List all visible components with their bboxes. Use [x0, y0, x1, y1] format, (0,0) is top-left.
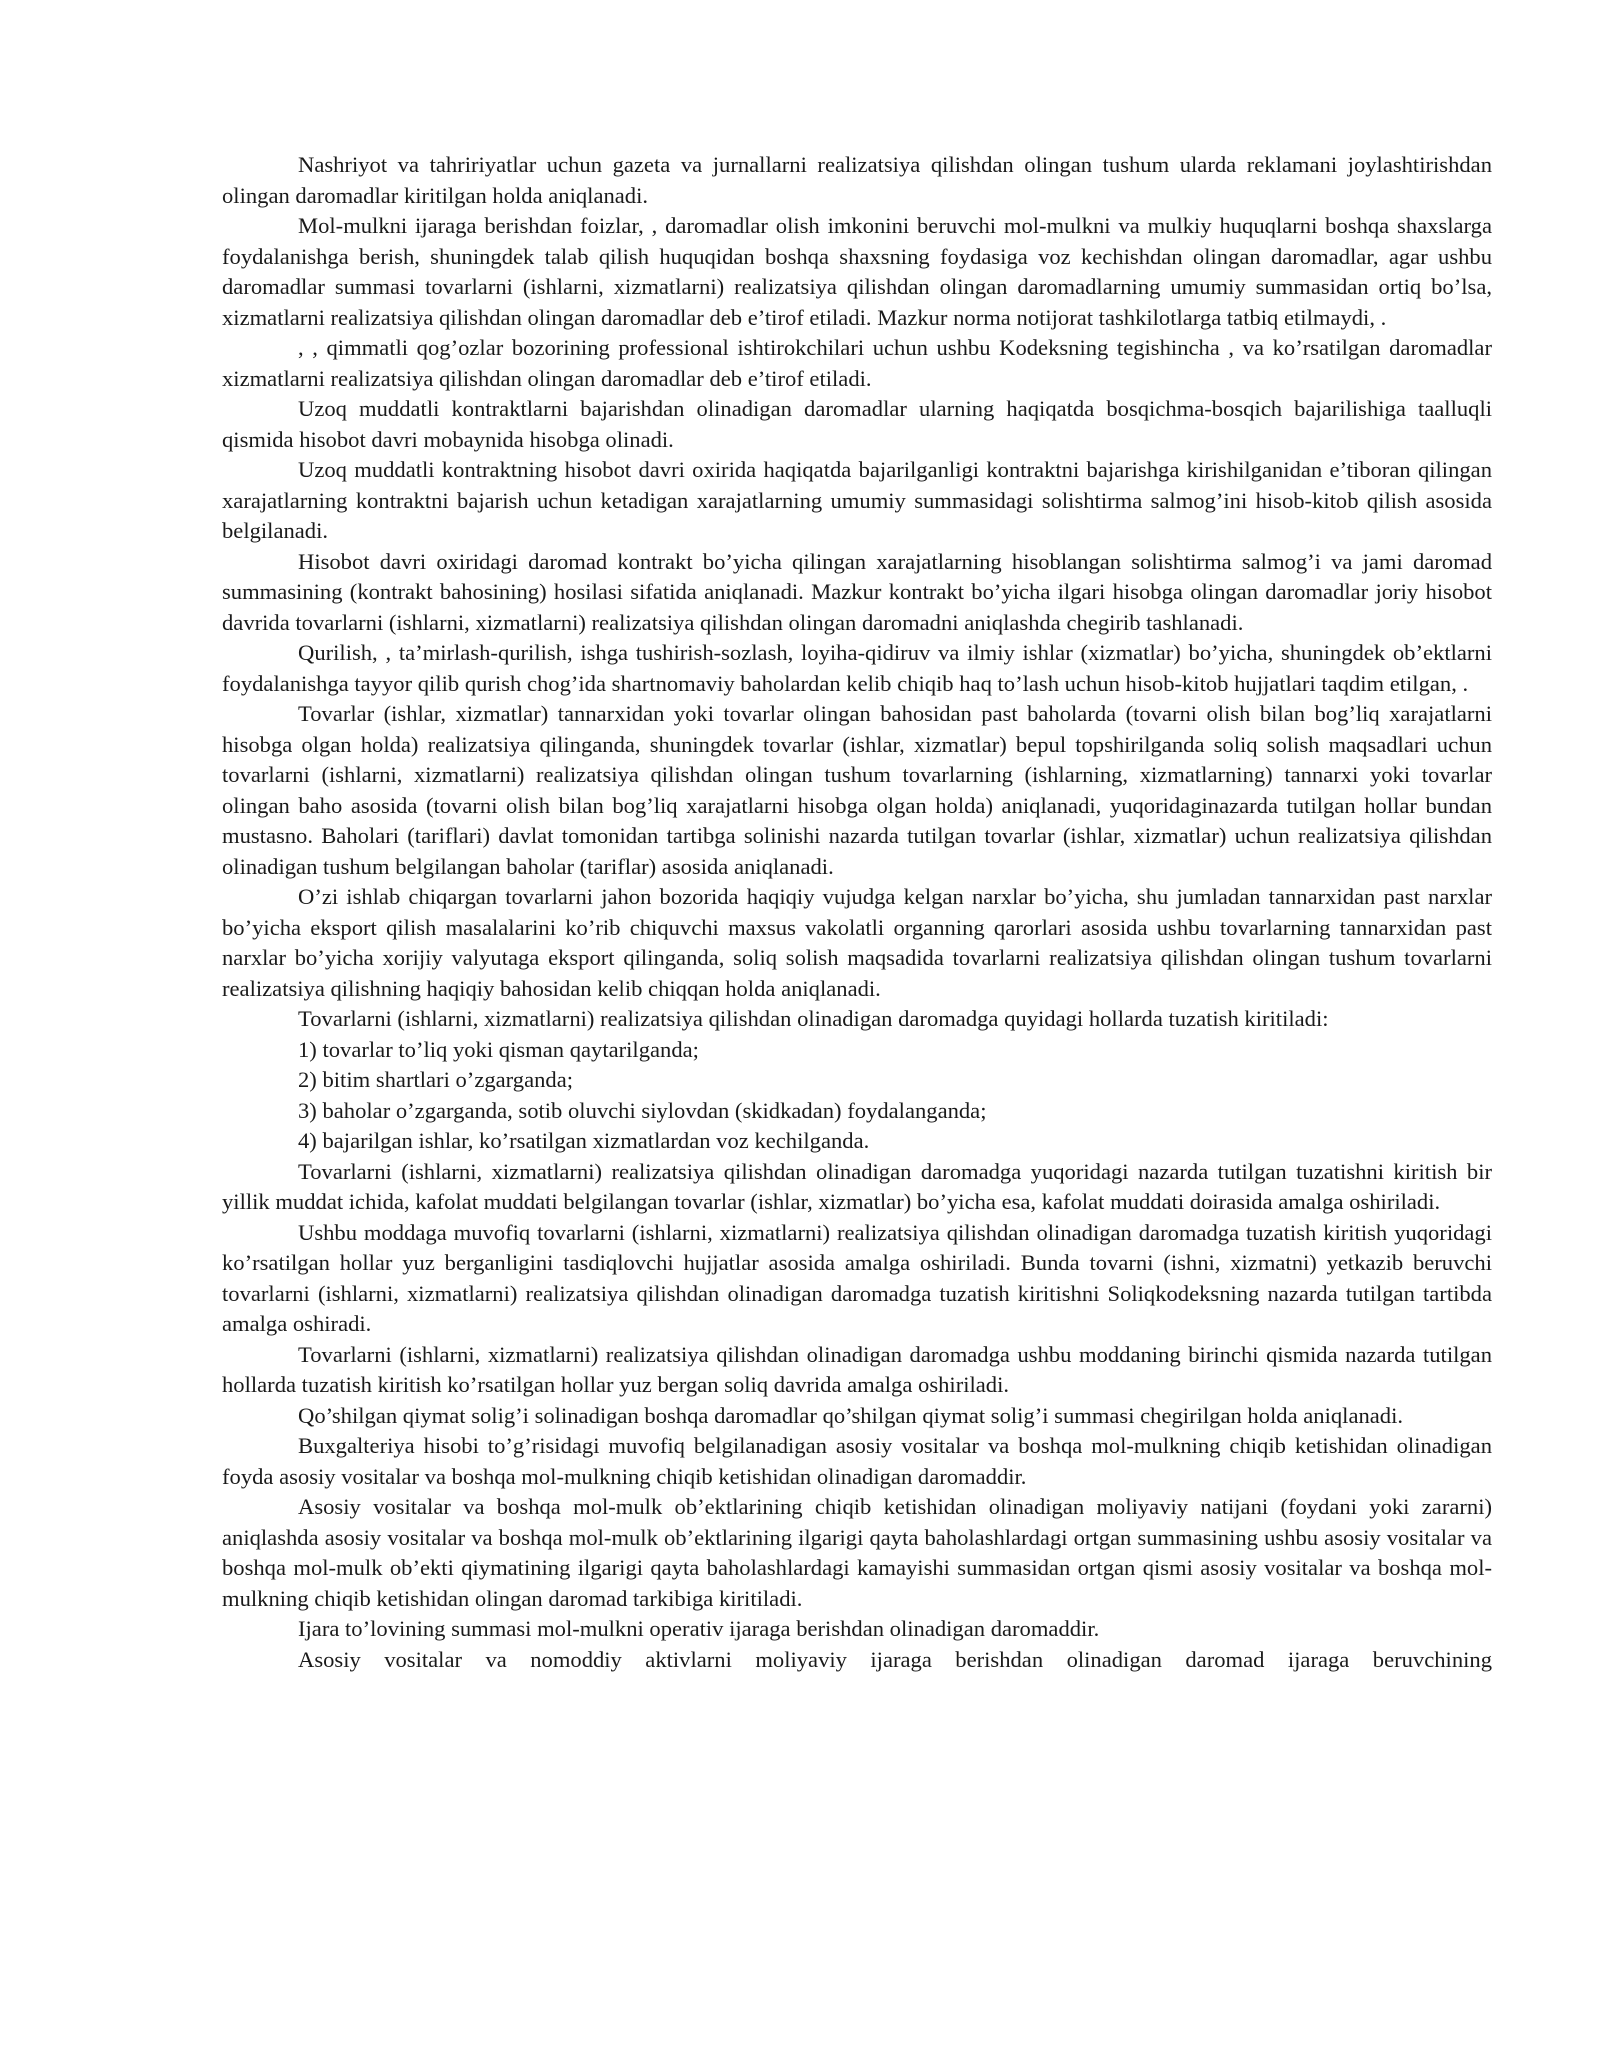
paragraph-contract-completion: Uzoq muddatli kontraktning hisobot davri oxirida haqiqatda bajarilganligi kontraktni bajarishga kirishilganidan e’tiboran qilingan xarajatlarning kontraktni bajarish uchun ketadigan xarajatlarning umumiy summasidagi solishtirma salmog’ini hisob-kitob qilish asosida belgilanadi. — [222, 457, 1492, 543]
list-item-3: 3) baholar o’zgarganda, sotib oluvchi siylovdan (skidkadan) foydalanganda; — [298, 1097, 987, 1123]
paragraph-adjustment-intro: Tovarlarni (ishlarni, xizmatlarni) realizatsiya qilishdan olinadigan daromadga quyidagi hollarda tuzatish kiritiladi: — [298, 1006, 1329, 1031]
paragraph-long-term-contracts: Uzoq muddatli kontraktlarni bajarishdan olinadigan daromadlar ularning haqiqatda bosqichma-bosqich bajarilishiga taalluqli qismida hisobot davri mobaynida hisobga olinadi. — [222, 396, 1492, 452]
paragraph-vat: Qo’shilgan qiymat solig’i solinadigan boshqa daromadlar qo’shilgan qiymat solig’i summasi chegirilgan holda aniqlanadi. — [298, 1402, 1404, 1428]
paragraph-period-end-income: Hisobot davri oxiridagi daromad kontrakt bo’yicha qilingan xarajatlarning hisoblangan solishtirma salmog’i va jami daromad summasining (kontrakt bahosining) hosilasi sifatida aniqlanadi. Mazkur kontrakt bo’yicha ilgari hisobga olingan daromadlar joriy hisobot davrida tovarlarni (ishlarni, xizmatlarni) realizatsiya qilishdan olingan daromadni aniqlashda chegirib tashlanadi. — [222, 548, 1492, 635]
list-item-4: 4) bajarilgan ishlar, ko’rsatilgan xizmatlardan voz kechilganda. — [298, 1128, 870, 1153]
paragraph-adjustment-period: Tovarlarni (ishlarni, xizmatlarni) realizatsiya qilishdan olinadigan daromadga yuqoridagi nazarda tutilgan tuzatishni kiritish bir yillik muddat ichida, kafolat muddati belgilangan tovarlar (ishlar, xizmatlar) bo’yicha esa, kafolat muddati doirasida amalga oshiriladi. — [222, 1158, 1492, 1214]
list-item-1: 1) tovarlar to’liq yoki qisman qaytarilganda; — [298, 1036, 699, 1062]
paragraph-adjustment-documents: Ushbu moddaga muvofiq tovarlarni (ishlarni, xizmatlarni) realizatsiya qilishdan olinadigan daromadga tuzatish kiritish yuqoridagi ko’rsatilgan hollar yuz berganligini tasdiqlovchi hujjatlar asosida amalga oshiriladi. Bunda tovarni (ishni, xizmatni) yetkazib beruvchi tovarlarni (ishlarni, xizmatlarni) realizatsiya qilishdan olinadigan daromadga tuzatish kiritishni Soliqkodeksning nazarda tutilgan tartibda amalga oshiradi. — [222, 1219, 1492, 1336]
paragraph-financial-lease: Asosiy vositalar va nomoddiy aktivlarni moliyaviy ijaraga berishdan olinadigan daromad ijaraga beruvchining — [298, 1646, 1492, 1672]
paragraph-adjustment-tax-period: Tovarlarni (ishlarni, xizmatlarni) realizatsiya qilishdan olinadigan daromadga ushbu moddaning birinchi qismida nazarda tutilgan hollarda tuzatish kiritish ko’rsatilgan hollar yuz bergan soliq davrida amalga oshiriladi. — [222, 1341, 1492, 1397]
paragraph-accounting: Buxgalteriya hisobi to’g’risidagi muvofiq belgilanadigan asosiy vositalar va boshqa mol-mulkning chiqib ketishidan olinadigan foyda asosiy vositalar va boshqa mol-mulkning chiqib ketishidan olinadigan daromaddir. — [222, 1433, 1492, 1489]
paragraph-newspaper-revenue: Nashriyot va tahririyatlar uchun gazeta va jurnallarni realizatsiya qilishdan olingan tushum ularda reklamani joylashtirishdan olingan daromadlar kiritilgan holda aniqlanadi. — [222, 152, 1492, 208]
paragraph-below-cost-sales: Tovarlar (ishlar, xizmatlar) tannarxidan yoki tovarlar olingan bahosidan past baholarda (tovarni olish bilan bog’liq xarajatlarni hisobga olgan holda) realizatsiya qilinganda, shuningdek tovarlar (ishlar, xizmatlar) bepul topshirilganda soliq solish maqsadlari uchun tovarlarni (ishlarni, xizmatlarni) realizatsiya qilishdan olingan tushum tovarlarning (ishlarning, xizmatlarning) tannarxi yoki tovarlar olingan baho asosida (tovarni olish bilan bog’liq xarajatlarni hisobga olgan holda) aniqlanadi, yuqoridaginazarda tutilgan hollar bundan mustasno. Baholari (tariflari) davlat tomonidan tartibga solinishi nazarda tutilgan tovarlar (ishlar, xizmatlar) uchun realizatsiya qilishdan olinadigan tushum belgilangan baholar (tariflar) asosida aniqlanadi. — [222, 701, 1492, 879]
paragraph-property-lease: Mol-mulkni ijaraga berishdan foizlar, , daromadlar olish imkonini beruvchi mol-mulkni va mulkiy huquqlarni boshqa shaxslarga foydalanishga berish, shuningdek talab qilish huquqidan boshqa shaxsning foydasiga voz kechishdan olingan daromadlar, agar ushbu daromadlar summasi tovarlarni (ishlarni, xizmatlarni) realizatsiya qilishdan olingan daromadlarning umumiy summasidan ortiq bo’lsa, xizmatlarni realizatsiya qilishdan olingan daromadlar deb e’tirof etiladi. Mazkur norma notijorat tashkilotlarga tatbiq etilmaydi, . — [222, 213, 1492, 330]
paragraph-fixed-assets: Asosiy vositalar va boshqa mol-mulk ob’ektlarining chiqib ketishidan olinadigan moliyaviy natijani (foydani yoki zararni) aniqlashda asosiy vositalar va boshqa mol-mulk ob’ektlarining ilgarigi qayta baholashlardagi ortgan summasining ushbu asosiy vositalar va boshqa mol-mulk ob’ekti qiymatining ilgarigi qayta baholashlardagi kamayishi summasidan ortgan qismi asosiy vositalar va boshqa mol-mulkning chiqib ketishidan olingan daromad tarkibiga kiritiladi. — [222, 1494, 1492, 1611]
paragraph-export: O’zi ishlab chiqargan tovarlarni jahon bozorida haqiqiy vujudga kelgan narxlar bo’yicha, shu jumladan tannarxidan past narxlar bo’yicha eksport qilish masalalarini ko’rib chiquvchi maxsus vakolatli organning qarorlari asosida ushbu tovarlarning tannarxidan past narxlar bo’yicha xorijiy valyutaga eksport qilinganda, soliq solish maqsadida tovarlarni realizatsiya qilishdan olingan tushum tovarlarni realizatsiya qilishning haqiqiy bahosidan kelib chiqqan holda aniqlanadi. — [222, 884, 1492, 1001]
paragraph-rent-payment: Ijara to’lovining summasi mol-mulkni operativ ijaraga berishdan olinadigan daromaddir. — [298, 1616, 1100, 1641]
document-page — [222, 150, 1492, 1675]
paragraph-construction: Qurilish, , ta’mirlash-qurilish, ishga tushirish-sozlash, loyiha-qidiruv va ilmiy ishlar (xizmatlar) bo’yicha, shuningdek ob’ektlarni foydalanishga tayyor qilib qurish chog’ida shartnomaviy baholardan kelib chiqib haq to’lash uchun hisob-kitob hujjatlari taqdim etilgan, . — [222, 640, 1492, 696]
paragraph-securities-market: , , qimmatli qog’ozlar bozorining professional ishtirokchilari uchun ushbu Kodeksning tegishincha , va ko’rsatilgan daromadlar xizmatlarni realizatsiya qilishdan olingan daromadlar deb e’tirof etiladi. — [222, 335, 1492, 391]
list-item-2: 2) bitim shartlari o’zgarganda; — [298, 1067, 574, 1092]
